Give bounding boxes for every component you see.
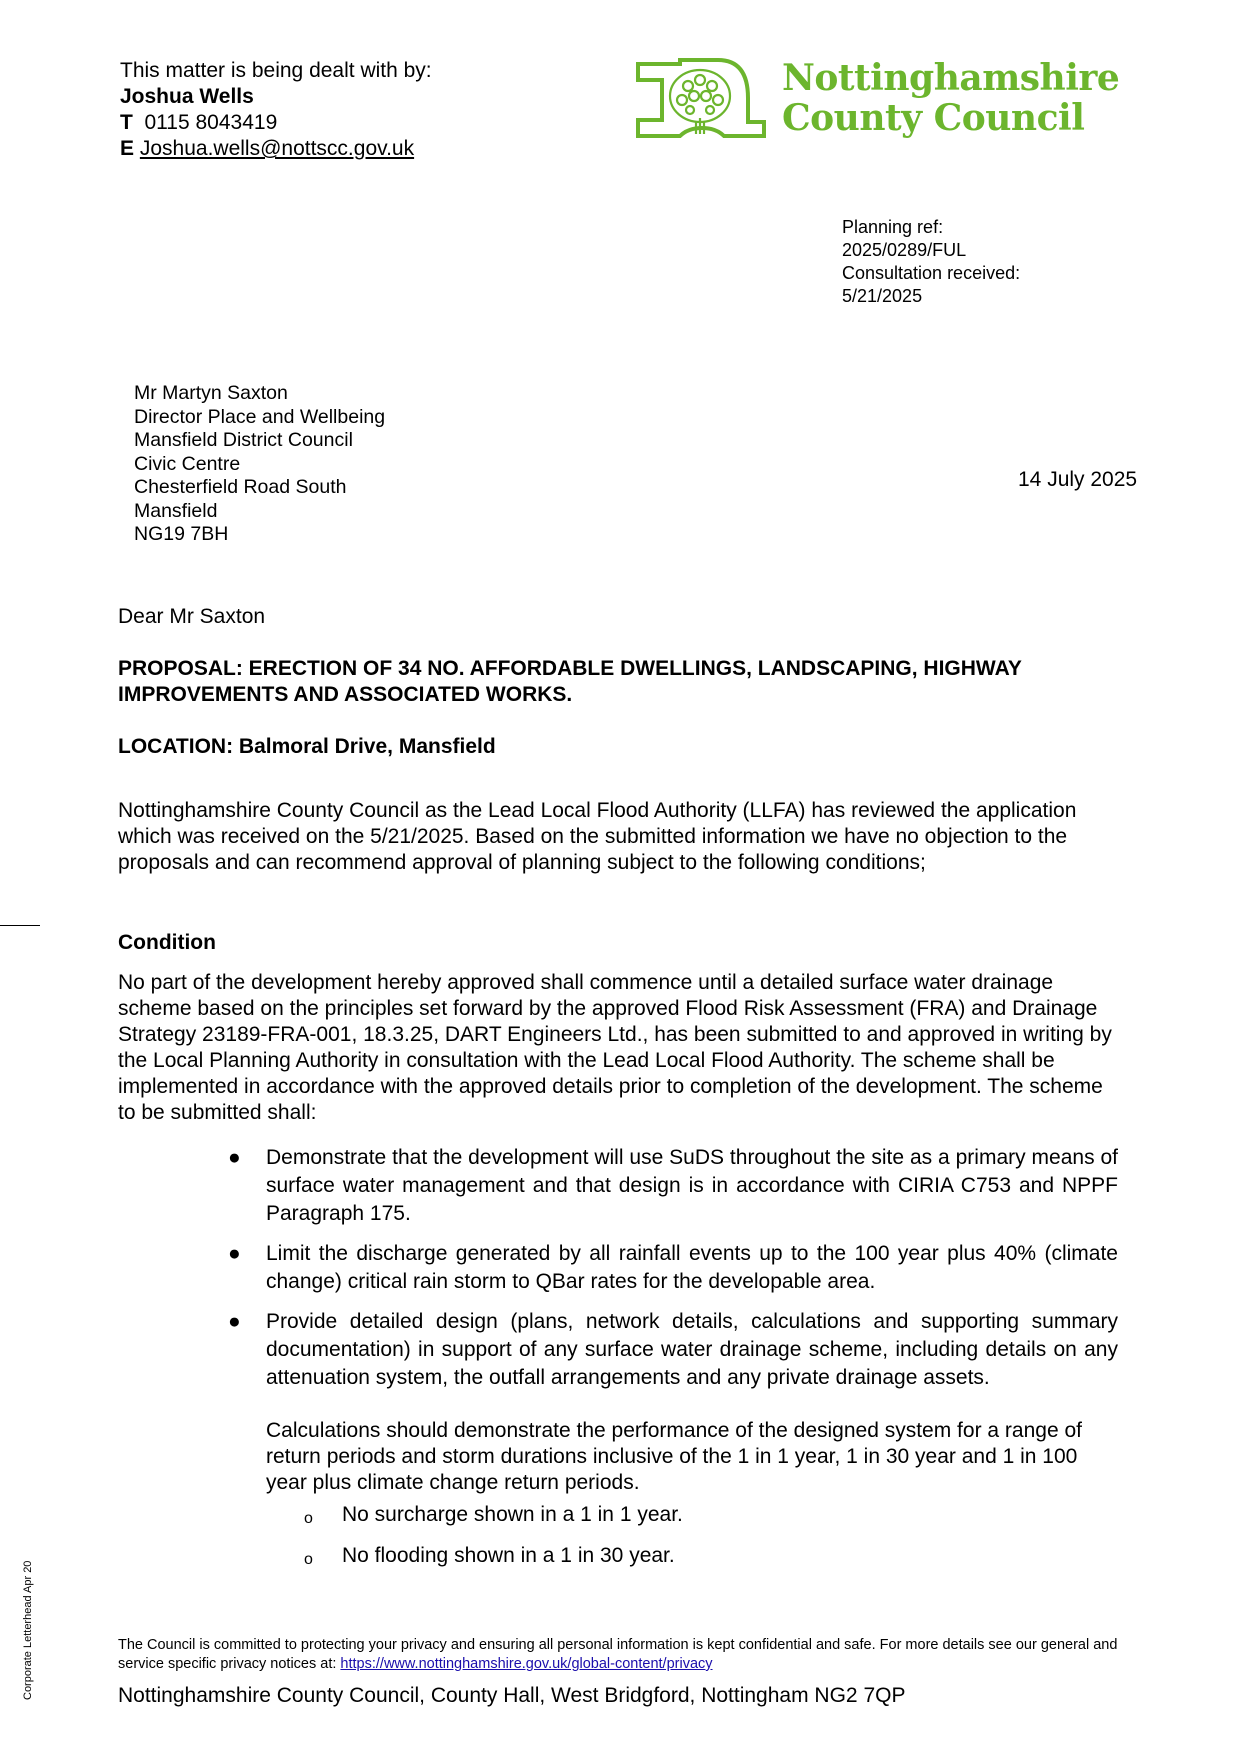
letter-date: 14 July 2025 xyxy=(1018,468,1138,491)
bullet-text: Demonstrate that the development will use SuDS throughout the site as a primary means of surface water management and that design is in accordance with CIRIA C753 and NPPF Paragraph 175. xyxy=(266,1146,1118,1225)
address-line: Mr Martyn Saxton xyxy=(134,382,288,404)
planning-reference-block xyxy=(842,216,1020,308)
location-heading: LOCATION: Balmoral Drive, Mansfield xyxy=(118,735,496,758)
phone-number: 0115 8043419 xyxy=(144,111,278,134)
fold-mark xyxy=(0,925,40,926)
planning-ref-value: 2025/0289/FUL xyxy=(842,240,967,260)
logo-wordmark xyxy=(782,58,1119,138)
condition-heading: Condition xyxy=(118,931,216,954)
bullet-icon: ● xyxy=(228,1146,241,1169)
sub-bullet-text: No surcharge shown in a 1 in 1 year. xyxy=(342,1503,683,1526)
letterhead-version-label: Corporate Letterhead Apr 20 xyxy=(22,1560,34,1700)
planning-ref-label: Planning ref: xyxy=(842,217,944,237)
calculations-paragraph: Calculations should demonstrate the performance of the designed system for a range of return periods and storm durations inclusive of the 1 in 1 year, 1 in 30 year and 1 in 100 year plus climate change return periods. xyxy=(266,1419,1082,1494)
circle-bullet-icon: o xyxy=(304,1510,313,1527)
sub-bullet-text: No flooding shown in a 1 in 30 year. xyxy=(342,1544,675,1567)
bullet-icon: ● xyxy=(228,1310,241,1333)
footer-address: Nottinghamshire County Council, County Hall, West Bridgford, Nottingham NG2 7QP xyxy=(118,1684,906,1707)
email-line xyxy=(120,136,432,162)
bullet-text: Limit the discharge generated by all rainfall events up to the 100 year plus 40% (climate change) critical rain storm to QBar rates for the developable area. xyxy=(266,1242,1118,1293)
address-line: Director Place and Wellbeing xyxy=(134,405,386,428)
bullet-text: Provide detailed design (plans, network details, calculations and supporting summary documentation) in support of any surface water drainage scheme, including details on any attenuation system, the outfall arrangements and any private drainage assets. xyxy=(266,1310,1118,1389)
oak-tree-emblem-icon xyxy=(636,58,768,138)
recipient-address xyxy=(134,382,385,547)
condition-paragraph: No part of the development hereby approved shall commence until a detailed surface water drainage scheme based on the principles set forward by the approved Flood Risk Assessment (FRA) and Drainage Strategy 23189-FRA-001, 18.3.25, DART Engineers Ltd., has been submitted to and approved in writing by the Local Planning Authority in consultation with the Lead Local Flood Authority. The scheme shall be implemented in accordance with the approved details prior to completion of the development. The scheme to be submitted shall: xyxy=(118,971,1112,1124)
phone-label: T xyxy=(120,111,133,134)
condition-bullet-list xyxy=(228,1144,1118,1404)
intro-paragraph: Nottinghamshire County Council as the Lead Local Flood Authority (LLFA) has reviewed the application which was received on the 5/21/2025. Based on the submitted information we have no objection to the proposals and can recommend approval of planning subject to the following conditions; xyxy=(118,799,1077,874)
logo-line-1: Nottinghamshire xyxy=(782,57,1120,99)
address-line: Mansfield xyxy=(134,499,218,522)
contact-intro: This matter is being dealt with by: xyxy=(120,59,432,82)
list-item xyxy=(228,1144,1118,1228)
contact-block xyxy=(120,58,432,162)
email-label: E xyxy=(120,137,135,160)
consultation-date: 5/21/2025 xyxy=(842,286,923,306)
logo-line-2: County Council xyxy=(782,97,1085,139)
circle-bullet-icon: o xyxy=(304,1551,313,1568)
council-logo xyxy=(636,56,1136,144)
officer-name: Joshua Wells xyxy=(120,85,254,108)
address-line: Chesterfield Road South xyxy=(134,476,347,498)
salutation: Dear Mr Saxton xyxy=(118,605,266,628)
bullet-icon: ● xyxy=(228,1242,241,1265)
privacy-notice xyxy=(118,1636,1138,1674)
address-line: Civic Centre xyxy=(134,452,241,475)
address-line: Mansfield District Council xyxy=(134,429,353,451)
privacy-link[interactable]: https://www.nottinghamshire.gov.uk/global-content/privacy xyxy=(340,1656,713,1672)
consultation-label: Consultation received: xyxy=(842,263,1021,283)
phone-line xyxy=(120,110,432,136)
list-item xyxy=(228,1240,1118,1296)
address-line: NG19 7BH xyxy=(134,523,229,545)
email-link[interactable]: Joshua.wells@nottscc.gov.uk xyxy=(139,137,415,160)
list-item xyxy=(228,1308,1118,1392)
privacy-text: The Council is committed to protecting your privacy and ensuring all personal information is kept confidential and safe. For more details see our general and service specific privacy notices at: xyxy=(118,1637,1118,1672)
proposal-heading: PROPOSAL: ERECTION OF 34 NO. AFFORDABLE DWELLINGS, LANDSCAPING, HIGHWAY IMPROVEMENTS AND ASSOCIATED WORKS. xyxy=(118,657,1022,706)
